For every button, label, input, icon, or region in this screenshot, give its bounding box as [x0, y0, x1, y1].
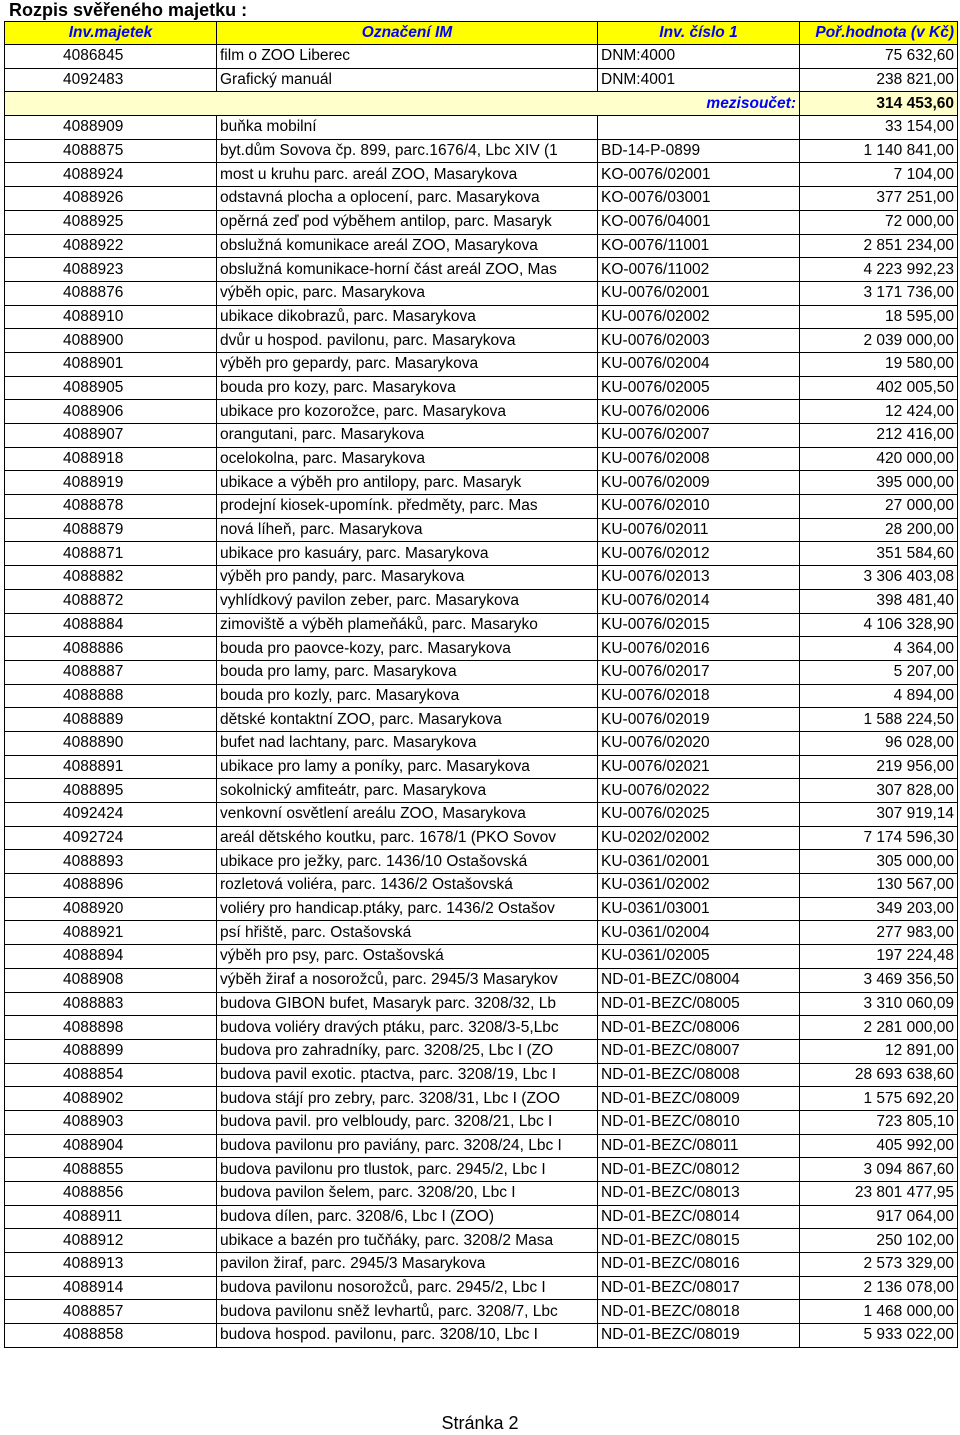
- name-cell: rozletová voliéra, parc. 1436/2 Ostašovská: [217, 874, 598, 898]
- value-cell: 23 801 477,95: [800, 1182, 958, 1206]
- name-cell: obslužná komunikace areál ZOO, Masarykova: [217, 234, 598, 258]
- code-cell: ND-01-BEZC/08004: [598, 968, 800, 992]
- table-row: [5, 968, 958, 992]
- code-cell: KU-0076/02002: [598, 305, 800, 329]
- inv-cell: 4088921: [5, 921, 217, 945]
- value-cell: 351 584,60: [800, 542, 958, 566]
- value-cell: 212 416,00: [800, 424, 958, 448]
- code-cell: KU-0076/02004: [598, 352, 800, 376]
- inv-cell: 4088875: [5, 139, 217, 163]
- inv-cell: 4088909: [5, 116, 217, 140]
- inv-cell: 4088895: [5, 779, 217, 803]
- table-row: [5, 139, 958, 163]
- code-cell: KU-0076/02012: [598, 542, 800, 566]
- table-row: [5, 1110, 958, 1134]
- name-cell: ubikace pro kozorožce, parc. Masarykova: [217, 400, 598, 424]
- name-cell: budova pavil. pro velbloudy, parc. 3208/21, Lbc I: [217, 1110, 598, 1134]
- inv-cell: 4088884: [5, 613, 217, 637]
- table-row: [5, 755, 958, 779]
- value-cell: 2 039 000,00: [800, 329, 958, 353]
- code-cell: KU-0076/02014: [598, 589, 800, 613]
- table-row: [5, 542, 958, 566]
- name-cell: budova pavilon šelem, parc. 3208/20, Lbc I: [217, 1182, 598, 1206]
- code-cell: KO-0076/04001: [598, 210, 800, 234]
- value-cell: 250 102,00: [800, 1229, 958, 1253]
- inv-cell: 4088920: [5, 897, 217, 921]
- value-cell: 2 573 329,00: [800, 1253, 958, 1277]
- value-cell: 33 154,00: [800, 116, 958, 140]
- name-cell: budova pavilonu nosorožců, parc. 2945/2, Lbc I: [217, 1276, 598, 1300]
- subtotal-label: mezisoučet:: [5, 92, 800, 116]
- code-cell: ND-01-BEZC/08005: [598, 992, 800, 1016]
- code-cell: KU-0076/02008: [598, 447, 800, 471]
- table-row: [5, 234, 958, 258]
- name-cell: byt.dům Sovova čp. 899, parc.1676/4, Lbc XIV (1: [217, 139, 598, 163]
- inv-cell: 4088910: [5, 305, 217, 329]
- name-cell: areál dětského koutku, parc. 1678/1 (PKO Sovov: [217, 826, 598, 850]
- value-cell: 395 000,00: [800, 471, 958, 495]
- name-cell: budova pavil exotic. ptactva, parc. 3208/19, Lbc I: [217, 1063, 598, 1087]
- table-row: [5, 921, 958, 945]
- code-cell: KU-0076/02020: [598, 731, 800, 755]
- inv-cell: 4088890: [5, 731, 217, 755]
- value-cell: 402 005,50: [800, 376, 958, 400]
- inv-cell: 4088911: [5, 1205, 217, 1229]
- name-cell: ubikace dikobrazů, parc. Masarykova: [217, 305, 598, 329]
- table-row: [5, 163, 958, 187]
- inv-cell: 4088918: [5, 447, 217, 471]
- value-cell: 4 106 328,90: [800, 613, 958, 637]
- name-cell: zimoviště a výběh plameňáků, parc. Masaryko: [217, 613, 598, 637]
- name-cell: venkovní osvětlení areálu ZOO, Masarykova: [217, 803, 598, 827]
- table-row: [5, 874, 958, 898]
- code-cell: ND-01-BEZC/08006: [598, 1016, 800, 1040]
- code-cell: KU-0076/02025: [598, 803, 800, 827]
- name-cell: bouda pro paovce-kozy, parc. Masarykova: [217, 637, 598, 661]
- code-cell: ND-01-BEZC/08009: [598, 1087, 800, 1111]
- inv-cell: 4088894: [5, 945, 217, 969]
- table-row: [5, 352, 958, 376]
- code-cell: KO-0076/11001: [598, 234, 800, 258]
- inv-cell: 4088908: [5, 968, 217, 992]
- value-cell: 420 000,00: [800, 447, 958, 471]
- inv-cell: 4088857: [5, 1300, 217, 1324]
- value-cell: 398 481,40: [800, 589, 958, 613]
- name-cell: budova voliéry dravých ptáku, parc. 3208/3-5,Lbc: [217, 1016, 598, 1040]
- code-cell: KU-0361/02001: [598, 850, 800, 874]
- name-cell: výběh opic, parc. Masarykova: [217, 281, 598, 305]
- header-hodnota: Poř.hodnota (v Kč): [800, 22, 958, 45]
- name-cell: budova stájí pro zebry, parc. 3208/31, Lbc I (ZOO: [217, 1087, 598, 1111]
- name-cell: odstavná plocha a oplocení, parc. Masarykova: [217, 187, 598, 211]
- code-cell: KO-0076/11002: [598, 258, 800, 282]
- table-row: [5, 1253, 958, 1277]
- inv-cell: 4088904: [5, 1134, 217, 1158]
- code-cell: KO-0076/02001: [598, 163, 800, 187]
- table-row: [5, 210, 958, 234]
- table-row: [5, 329, 958, 353]
- value-cell: 219 956,00: [800, 755, 958, 779]
- code-cell: KU-0076/02022: [598, 779, 800, 803]
- name-cell: obslužná komunikace-horní část areál ZOO, Mas: [217, 258, 598, 282]
- subtotal-row: [5, 92, 958, 116]
- inv-cell: 4088907: [5, 424, 217, 448]
- inv-cell: 4088922: [5, 234, 217, 258]
- value-cell: 917 064,00: [800, 1205, 958, 1229]
- inv-cell: 4086845: [5, 45, 217, 69]
- inv-cell: 4088887: [5, 660, 217, 684]
- value-cell: 307 919,14: [800, 803, 958, 827]
- table-row: [5, 447, 958, 471]
- table-row: [5, 305, 958, 329]
- inv-cell: 4088858: [5, 1324, 217, 1348]
- name-cell: ocelokolna, parc. Masarykova: [217, 447, 598, 471]
- name-cell: vyhlídkový pavilon zeber, parc. Masarykova: [217, 589, 598, 613]
- code-cell: KU-0076/02013: [598, 566, 800, 590]
- name-cell: dvůr u hospod. pavilonu, parc. Masarykova: [217, 329, 598, 353]
- header-inv-cislo: Inv. číslo 1: [598, 22, 800, 45]
- value-cell: 5 933 022,00: [800, 1324, 958, 1348]
- code-cell: ND-01-BEZC/08008: [598, 1063, 800, 1087]
- inv-cell: 4088886: [5, 637, 217, 661]
- name-cell: budova pavilonu sněž levhartů, parc. 3208/7, Lbc: [217, 1300, 598, 1324]
- code-cell: [598, 116, 800, 140]
- value-cell: 75 632,60: [800, 45, 958, 69]
- value-cell: 723 805,10: [800, 1110, 958, 1134]
- name-cell: dětské kontaktní ZOO, parc. Masarykova: [217, 708, 598, 732]
- inv-cell: 4088914: [5, 1276, 217, 1300]
- table-row: [5, 400, 958, 424]
- code-cell: KU-0076/02011: [598, 518, 800, 542]
- inv-cell: 4088899: [5, 1039, 217, 1063]
- inv-cell: 4088906: [5, 400, 217, 424]
- table-row: [5, 1205, 958, 1229]
- code-cell: ND-01-BEZC/08012: [598, 1158, 800, 1182]
- code-cell: ND-01-BEZC/08018: [598, 1300, 800, 1324]
- value-cell: 96 028,00: [800, 731, 958, 755]
- inv-cell: 4088888: [5, 684, 217, 708]
- value-cell: 238 821,00: [800, 68, 958, 92]
- value-cell: 4 223 992,23: [800, 258, 958, 282]
- inv-cell: 4088878: [5, 495, 217, 519]
- table-row: [5, 566, 958, 590]
- name-cell: opěrná zeď pod výběhem antilop, parc. Masaryk: [217, 210, 598, 234]
- table-row: [5, 684, 958, 708]
- code-cell: KU-0076/02016: [598, 637, 800, 661]
- code-cell: KU-0361/02005: [598, 945, 800, 969]
- code-cell: KU-0202/02002: [598, 826, 800, 850]
- inv-cell: 4088923: [5, 258, 217, 282]
- value-cell: 405 992,00: [800, 1134, 958, 1158]
- table-row: [5, 731, 958, 755]
- code-cell: DNM:4001: [598, 68, 800, 92]
- value-cell: 12 424,00: [800, 400, 958, 424]
- name-cell: buňka mobilní: [217, 116, 598, 140]
- inv-cell: 4088883: [5, 992, 217, 1016]
- table-row: [5, 281, 958, 305]
- value-cell: 1 588 224,50: [800, 708, 958, 732]
- header-inv-majetek: Inv.majetek: [5, 22, 217, 45]
- value-cell: 277 983,00: [800, 921, 958, 945]
- name-cell: prodejní kiosek-upomínk. předměty, parc. Mas: [217, 495, 598, 519]
- value-cell: 305 000,00: [800, 850, 958, 874]
- asset-table: [4, 21, 958, 1348]
- name-cell: pavilon žiraf, parc. 2945/3 Masarykova: [217, 1253, 598, 1277]
- inv-cell: 4088926: [5, 187, 217, 211]
- inv-cell: 4088876: [5, 281, 217, 305]
- value-cell: 4 364,00: [800, 637, 958, 661]
- table-row: [5, 45, 958, 69]
- name-cell: budova GIBON bufet, Masaryk parc. 3208/32, Lb: [217, 992, 598, 1016]
- value-cell: 27 000,00: [800, 495, 958, 519]
- value-cell: 349 203,00: [800, 897, 958, 921]
- inv-cell: 4088902: [5, 1087, 217, 1111]
- value-cell: 2 851 234,00: [800, 234, 958, 258]
- table-row: [5, 826, 958, 850]
- code-cell: KU-0076/02006: [598, 400, 800, 424]
- value-cell: 5 207,00: [800, 660, 958, 684]
- table-row: [5, 1039, 958, 1063]
- value-cell: 12 891,00: [800, 1039, 958, 1063]
- name-cell: film o ZOO Liberec: [217, 45, 598, 69]
- inv-cell: 4088893: [5, 850, 217, 874]
- code-cell: ND-01-BEZC/08011: [598, 1134, 800, 1158]
- name-cell: Grafický manuál: [217, 68, 598, 92]
- code-cell: ND-01-BEZC/08016: [598, 1253, 800, 1277]
- code-cell: ND-01-BEZC/08017: [598, 1276, 800, 1300]
- table-row: [5, 1087, 958, 1111]
- name-cell: výběh pro psy, parc. Ostašovská: [217, 945, 598, 969]
- table-row: [5, 613, 958, 637]
- name-cell: bufet nad lachtany, parc. Masarykova: [217, 731, 598, 755]
- inv-cell: 4088919: [5, 471, 217, 495]
- code-cell: KU-0076/02007: [598, 424, 800, 448]
- code-cell: KU-0076/02003: [598, 329, 800, 353]
- table-row: [5, 779, 958, 803]
- table-row: [5, 1182, 958, 1206]
- value-cell: 1 140 841,00: [800, 139, 958, 163]
- name-cell: budova dílen, parc. 3208/6, Lbc I (ZOO): [217, 1205, 598, 1229]
- value-cell: 3 310 060,09: [800, 992, 958, 1016]
- code-cell: ND-01-BEZC/08019: [598, 1324, 800, 1348]
- code-cell: KU-0361/02002: [598, 874, 800, 898]
- header-row: [5, 22, 958, 45]
- value-cell: 7 174 596,30: [800, 826, 958, 850]
- value-cell: 3 094 867,60: [800, 1158, 958, 1182]
- code-cell: KU-0076/02017: [598, 660, 800, 684]
- code-cell: ND-01-BEZC/08015: [598, 1229, 800, 1253]
- table-row: [5, 708, 958, 732]
- table-row: [5, 1300, 958, 1324]
- name-cell: výběh pro pandy, parc. Masarykova: [217, 566, 598, 590]
- name-cell: budova hospod. pavilonu, parc. 3208/10, Lbc I: [217, 1324, 598, 1348]
- table-row: [5, 803, 958, 827]
- table-row: [5, 589, 958, 613]
- inv-cell: 4088925: [5, 210, 217, 234]
- name-cell: ubikace pro ježky, parc. 1436/10 Ostašovská: [217, 850, 598, 874]
- value-cell: 2 281 000,00: [800, 1016, 958, 1040]
- table-row: [5, 897, 958, 921]
- code-cell: KU-0076/02019: [598, 708, 800, 732]
- inv-cell: 4088856: [5, 1182, 217, 1206]
- table-row: [5, 1229, 958, 1253]
- inv-cell: 4088903: [5, 1110, 217, 1134]
- value-cell: 4 894,00: [800, 684, 958, 708]
- value-cell: 7 104,00: [800, 163, 958, 187]
- value-cell: 19 580,00: [800, 352, 958, 376]
- table-row: [5, 116, 958, 140]
- code-cell: KU-0076/02005: [598, 376, 800, 400]
- table-row: [5, 992, 958, 1016]
- code-cell: KO-0076/03001: [598, 187, 800, 211]
- inv-cell: 4092424: [5, 803, 217, 827]
- name-cell: budova pro zahradníky, parc. 3208/25, Lbc I (ZO: [217, 1039, 598, 1063]
- value-cell: 3 306 403,08: [800, 566, 958, 590]
- code-cell: DNM:4000: [598, 45, 800, 69]
- inv-cell: 4092724: [5, 826, 217, 850]
- inv-cell: 4088891: [5, 755, 217, 779]
- value-cell: 18 595,00: [800, 305, 958, 329]
- name-cell: budova pavilonu pro tlustok, parc. 2945/2, Lbc I: [217, 1158, 598, 1182]
- table-row: [5, 495, 958, 519]
- code-cell: KU-0076/02010: [598, 495, 800, 519]
- page-title: Rozpis svěřeného majetku :: [9, 0, 248, 20]
- table-row: [5, 68, 958, 92]
- code-cell: KU-0076/02009: [598, 471, 800, 495]
- code-cell: KU-0076/02001: [598, 281, 800, 305]
- name-cell: budova pavilonu pro paviány, parc. 3208/24, Lbc I: [217, 1134, 598, 1158]
- table-row: [5, 1134, 958, 1158]
- header-oznaceni-im: Označení IM: [217, 22, 598, 45]
- inv-cell: 4088871: [5, 542, 217, 566]
- name-cell: most u kruhu parc. areál ZOO, Masarykova: [217, 163, 598, 187]
- name-cell: nová líheň, parc. Masarykova: [217, 518, 598, 542]
- code-cell: KU-0361/03001: [598, 897, 800, 921]
- inv-cell: 4088896: [5, 874, 217, 898]
- table-row: [5, 637, 958, 661]
- value-cell: 3 171 736,00: [800, 281, 958, 305]
- name-cell: bouda pro kozly, parc. Masarykova: [217, 684, 598, 708]
- table-row: [5, 376, 958, 400]
- value-cell: 3 469 356,50: [800, 968, 958, 992]
- name-cell: psí hřiště, parc. Ostašovská: [217, 921, 598, 945]
- name-cell: voliéry pro handicap.ptáky, parc. 1436/2 Ostašov: [217, 897, 598, 921]
- code-cell: KU-0361/02004: [598, 921, 800, 945]
- name-cell: ubikace a výběh pro antilopy, parc. Masaryk: [217, 471, 598, 495]
- name-cell: orangutani, parc. Masarykova: [217, 424, 598, 448]
- value-cell: 1 575 692,20: [800, 1087, 958, 1111]
- name-cell: bouda pro kozy, parc. Masarykova: [217, 376, 598, 400]
- value-cell: 130 567,00: [800, 874, 958, 898]
- table-row: [5, 424, 958, 448]
- inv-cell: 4088872: [5, 589, 217, 613]
- code-cell: ND-01-BEZC/08010: [598, 1110, 800, 1134]
- inv-cell: 4088924: [5, 163, 217, 187]
- value-cell: 72 000,00: [800, 210, 958, 234]
- inv-cell: 4088854: [5, 1063, 217, 1087]
- inv-cell: 4088913: [5, 1253, 217, 1277]
- inv-cell: 4088901: [5, 352, 217, 376]
- value-cell: 307 828,00: [800, 779, 958, 803]
- table-row: [5, 187, 958, 211]
- name-cell: bouda pro lamy, parc. Masarykova: [217, 660, 598, 684]
- name-cell: výběh pro gepardy, parc. Masarykova: [217, 352, 598, 376]
- value-cell: 28 200,00: [800, 518, 958, 542]
- inv-cell: 4088900: [5, 329, 217, 353]
- inv-cell: 4088879: [5, 518, 217, 542]
- inv-cell: 4088898: [5, 1016, 217, 1040]
- table-row: [5, 1324, 958, 1348]
- inv-cell: 4088912: [5, 1229, 217, 1253]
- inv-cell: 4088889: [5, 708, 217, 732]
- page-number: Stránka 2: [441, 1413, 519, 1433]
- value-cell: 2 136 078,00: [800, 1276, 958, 1300]
- inv-cell: 4088905: [5, 376, 217, 400]
- code-cell: ND-01-BEZC/08007: [598, 1039, 800, 1063]
- name-cell: sokolnický amfiteátr, parc. Masarykova: [217, 779, 598, 803]
- value-cell: 197 224,48: [800, 945, 958, 969]
- code-cell: KU-0076/02018: [598, 684, 800, 708]
- value-cell: 1 468 000,00: [800, 1300, 958, 1324]
- value-cell: 377 251,00: [800, 187, 958, 211]
- name-cell: ubikace pro lamy a poníky, parc. Masarykova: [217, 755, 598, 779]
- table-row: [5, 1063, 958, 1087]
- table-row: [5, 258, 958, 282]
- table-row: [5, 471, 958, 495]
- table-row: [5, 1276, 958, 1300]
- value-cell: 28 693 638,60: [800, 1063, 958, 1087]
- code-cell: ND-01-BEZC/08013: [598, 1182, 800, 1206]
- code-cell: KU-0076/02015: [598, 613, 800, 637]
- subtotal-value: 314 453,60: [800, 92, 958, 116]
- table-row: [5, 850, 958, 874]
- code-cell: ND-01-BEZC/08014: [598, 1205, 800, 1229]
- code-cell: BD-14-P-0899: [598, 139, 800, 163]
- table-row: [5, 1016, 958, 1040]
- name-cell: ubikace a bazén pro tučňáky, parc. 3208/2 Masa: [217, 1229, 598, 1253]
- table-row: [5, 1158, 958, 1182]
- table-row: [5, 945, 958, 969]
- code-cell: KU-0076/02021: [598, 755, 800, 779]
- table-row: [5, 660, 958, 684]
- inv-cell: 4088882: [5, 566, 217, 590]
- name-cell: ubikace pro kasuáry, parc. Masarykova: [217, 542, 598, 566]
- inv-cell: 4088855: [5, 1158, 217, 1182]
- table-row: [5, 518, 958, 542]
- inv-cell: 4092483: [5, 68, 217, 92]
- name-cell: výběh žiraf a nosorožců, parc. 2945/3 Masarykov: [217, 968, 598, 992]
